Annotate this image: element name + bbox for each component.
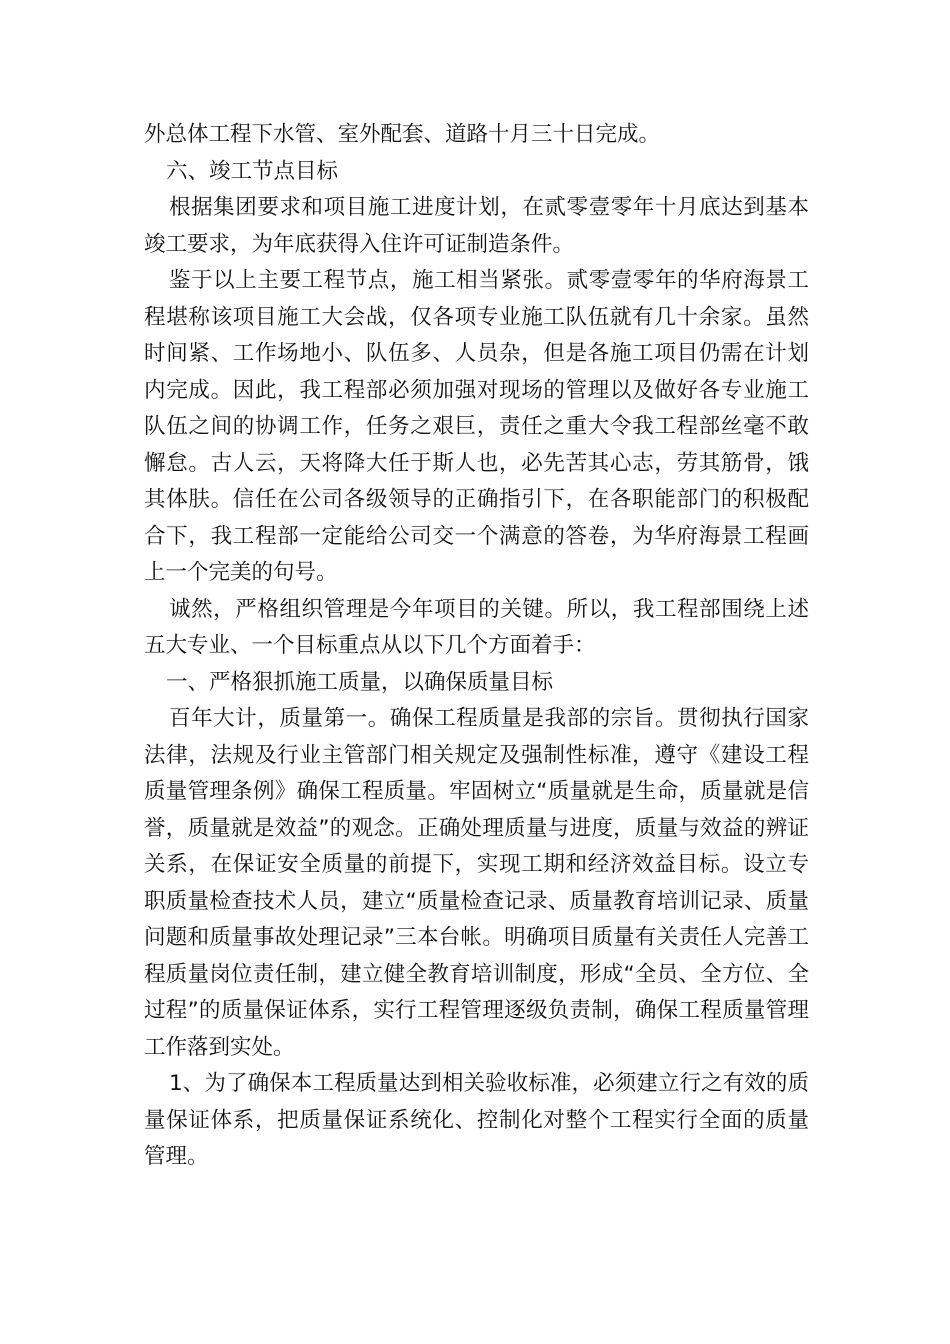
paragraph-quality-system: 1、为了确保本工程质量达到相关验收标准，必须建立行之有效的质量保证体系，把质量保证系统化、控制化对整个工程实行全面的质量管理。 bbox=[144, 1071, 809, 1169]
paragraph-continuation: 外总体工程下水管、室外配套、道路十月三十日完成。 bbox=[144, 122, 661, 147]
document-body bbox=[144, 117, 809, 1176]
paragraph-schedule-pressure: 鉴于以上主要工程节点，施工相当紧张。贰零壹零年的华府海景工程堪称该项目施工大会战，仅各项专业施工队伍就有几十余家。虽然时间紧、工作场地小、队伍多、人员杂，但是各施工项目仍需在计划内完成。因此，我工程部必须加强对现场的管理以及做好各专业施工队伍之间的协调工作，任务之艰巨，责任之重大令我工程部丝毫不敢懈怠。古人云，天将降大任于斯人也，必先苦其心志，劳其筋骨，饿其体肤。信任在公司各级领导的正确指引下，在各职能部门的积极配合下，我工程部一定能给公司交一个满意的答卷，为华府海景工程画上一个完美的句号。 bbox=[144, 268, 809, 585]
section-heading-quality: 一、严格狠抓施工质量，以确保质量目标 bbox=[166, 669, 554, 695]
section-heading-completion-milestone: 六、竣工节点目标 bbox=[166, 158, 339, 184]
paragraph-quality-first: 百年大计，质量第一。确保工程质量是我部的宗旨。贯彻执行国家法律，法规及行业主管部门相关规定及强制性标准，遵守《建设工程质量管理条例》确保工程质量。牢固树立“质量就是生命，质量就是信誉，质量就是效益”的观念。正确处理质量与进度，质量与效益的辨证关系，在保证安全质量的前提下，实现工期和经济效益目标。设立专职质量检查技术人员，建立“质量检查记录、质量教育培训记录、质量问题和质量事故处理记录”三本台帐。明确项目质量有关责任人完善工程质量岗位责任制，建立健全教育培训制度，形成“全员、全方位、全过程”的质量保证体系，实行工程管理逐级负责制，确保工程质量管理工作落到实处。 bbox=[144, 706, 809, 1060]
paragraph-completion-target: 根据集团要求和项目施工进度计划，在贰零壹零年十月底达到基本竣工要求，为年底获得入住许可证制造条件。 bbox=[144, 195, 809, 257]
paragraph-management-key: 诚然，严格组织管理是今年项目的关键。所以，我工程部围绕上述五大专业、一个目标重点从以下几个方面着手： bbox=[144, 596, 809, 658]
